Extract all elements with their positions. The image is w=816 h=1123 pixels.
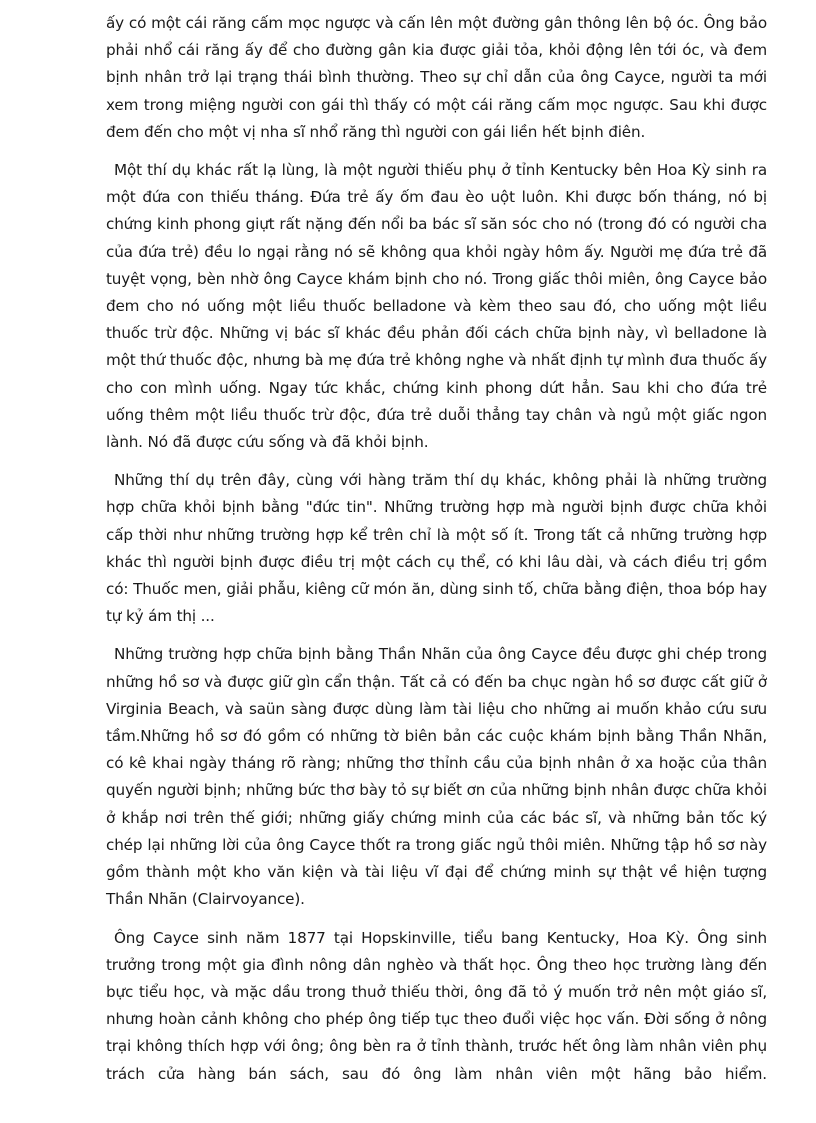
paragraph-biography: Ông Cayce sinh năm 1877 tại Hopskinville, tiểu bang Kentucky, Hoa Kỳ. Ông sinh trưởng trong một gia đình nông dân nghèo và thất học. Ông theo học trường làng đến bực tiểu học, và mặc dầu trong thuở thiếu thời, ông đã tỏ ý muốn trở nên một giáo sĩ, nhưng hoàn cảnh không cho phép ông tiếp tục theo đuổi việc học vấn. Đời sống ở nông trại không thích hợp với ông; ông bèn ra ở tỉnh thành, trước hết ông làm nhân viên phụ trách cửa hàng bán sách, sau đó ông làm nhân viên một hãng bảo hiểm. [106,928,767,1083]
paragraph-examples-summary: Những thí dụ trên đây, cùng với hàng trăm thí dụ khác, không phải là những trường hợp chữa khỏi bịnh bằng "đức tin". Những trường hợp mà người bịnh được chữa khỏi cấp thời như những trường hợp kể trên chỉ là một số ít. Trong tất cả những trường hợp khác thì người bịnh được điều trị một cách cụ thể, có khi lâu dài, và cách điều trị gồm có: Thuốc men, giải phẫu, kiêng cữ món ăn, dùng sinh tố, chữa bằng điện, thoa bóp hay tự kỷ ám thị ... [106,471,767,626]
paragraph-records: Những trường hợp chữa bịnh bằng Thần Nhãn của ông Cayce đều được ghi chép trong những hồ sơ và được giữ gìn cẩn thận. Tất cả có đến ba chục ngàn hồ sơ được cất giữ ở Virginia Beach, và saün sàng được dùng làm tài liệu cho những ai muốn khảo cứu sưu tầm.Những hồ sơ đó gồm có những tờ biên bản các cuộc khám bịnh bằng Thần Nhãn, có kê khai ngày tháng rõ ràng; những thơ thỉnh cầu của bịnh nhân ở xa hoặc của thân quyến người bịnh; những bức thơ bày tỏ sự biết ơn của những bịnh nhân được chữa khỏi ở khắp nơi trên thế giới; những giấy chứng minh của các bác sĩ, và những bản tốc ký chép lại những lời của ông Cayce thốt ra trong giấc ngủ thôi miên. Những tập hồ sơ này gồm thành một kho văn kiện và tài liệu vĩ đại để chứng minh sự thật về hiện tượng Thần Nhãn (Clairvoyance). [106,645,767,909]
paragraph-tooth-story: ấy có một cái răng cấm mọc ngược và cấn lên một đường gân thông lên bộ óc. Ông bảo phải nhổ cái răng ấy để cho đường gân kia được giải tỏa, khỏi động lên tới óc, và đem bịnh nhân trở lại trạng thái bình thường. Theo sự chỉ dẫn của ông Cayce, người ta mới xem trong miệng người con gái thì thấy có một cái răng cấm mọc ngược. Sau khi được đem đến cho một vị nha sĩ nhổ răng thì người con gái liền hết bịnh điên. [106,14,767,141]
document-page [106,10,767,1088]
paragraph-infant-story: Một thí dụ khác rất lạ lùng, là một người thiếu phụ ở tỉnh Kentucky bên Hoa Kỳ sinh ra một đứa con thiếu tháng. Đứa trẻ ấy ốm đau èo uột luôn. Khi được bốn tháng, nó bị chứng kinh phong giựt rất nặng đến nổi ba bác sĩ săn sóc cho nó (trong đó có người cha của đứa trẻ) đều lo ngại rằng nó sẽ không qua khỏi ngày hôm ấy. Người mẹ đứa trẻ đã tuyệt vọng, bèn nhờ ông Cayce khám bịnh cho nó. Trong giấc thôi miên, ông Cayce bảo đem cho nó uống một liều thuốc belladone và kèm theo sau đó, cho uống một liều thuốc trừ độc. Những vị bác sĩ khác đều phản đối cách chữa bịnh này, vì belladone là một thứ thuốc độc, nhưng bà mẹ đứa trẻ không nghe và nhất định tự mình đưa thuốc ấy cho con mình uống. Ngay tức khắc, chứng kinh phong dứt hẳn. Sau khi cho đứa trẻ uống thêm một liều thuốc trừ độc, đứa trẻ duỗi thẳng tay chân và ngủ một giấc ngon lành. Nó đã được cứu sống và đã khỏi bịnh. [106,161,767,452]
